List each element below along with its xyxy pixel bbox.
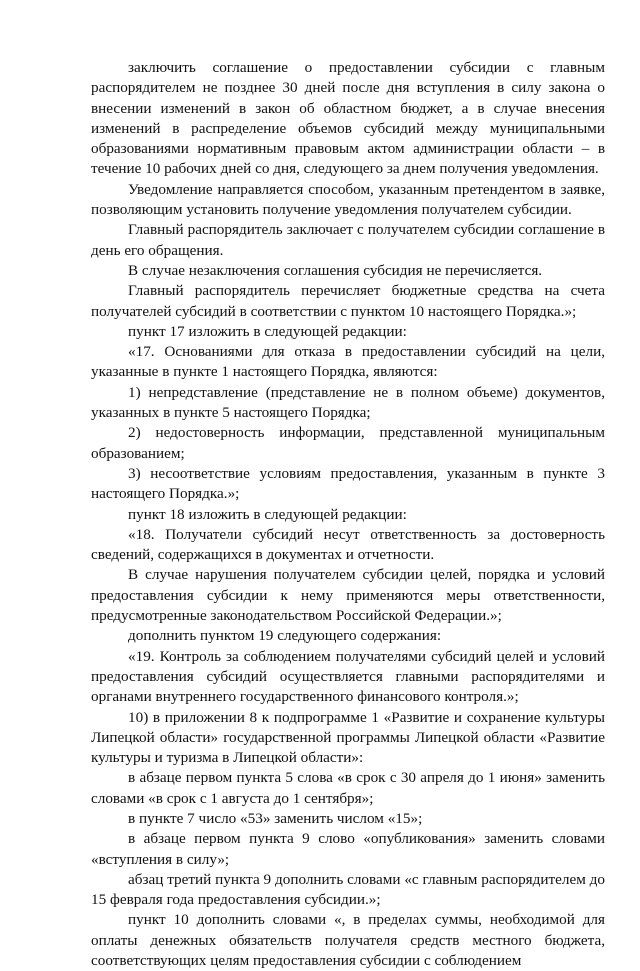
paragraph: «18. Получатели субсидий несут ответственность за достоверность сведений, содержащихся в документах и отчетности.	[91, 525, 605, 564]
paragraph: Главный распорядитель заключает с получателем субсидии соглашение в день его обращения.	[91, 221, 605, 259]
paragraph: дополнить пунктом 19 следующего содержания:	[128, 627, 442, 645]
paragraph: Главный распорядитель перечисляет бюджетные средства на счета получателей субсидий в соответствии с пунктом 10 настоящего Порядка.»;	[91, 282, 605, 320]
paragraph: пункт 18 изложить в следующей редакции:	[128, 505, 407, 523]
paragraph: Уведомление направляется способом, указанным претендентом в заявке, позволяющим установить получение уведомления получателем субсидии.	[91, 180, 605, 219]
paragraph: В случае незаключения соглашения субсидия не перечисляется.	[128, 261, 543, 279]
paragraph: в абзаце первом пункта 5 слова «в срок с 30 апреля до 1 июня» заменить словами «в срок с 1 августа до 1 сентября»;	[91, 769, 605, 807]
paragraph: заключить соглашение о предоставлении субсидии с главным распорядителем не позднее 30 дней после дня вступления в силу закона о внесении изменений в закон об областном бюджет, а в случае внесения изменений в распределение объемов субсидий между муниципальными образованиями нормативным правовым актом администрации области – в течение 10 рабочих дней со дня, следующего за днем получения уведомления.	[91, 59, 605, 178]
paragraph: 3) несоответствие условиям предоставления, указанным в пункте 3 настоящего Порядка.»;	[91, 464, 605, 503]
paragraph: «17. Основаниями для отказа в предоставлении субсидий на цели, указанные в пункте 1 настоящего Порядка, являются:	[91, 343, 605, 381]
paragraph: абзац третий пункта 9 дополнить словами «с главным распорядителем до 15 февраля года предоставления субсидии.»;	[91, 870, 605, 909]
paragraph: 2) недостоверность информации, представленной муниципальным образованием;	[91, 424, 605, 462]
paragraph: 1) непредставление (представление не в полном объеме) документов, указанных в пункте 5 настоящего Порядка;	[91, 383, 605, 422]
paragraph: в абзаце первом пункта 9 слово «опубликования» заменить словами «вступления в силу»;	[91, 830, 605, 868]
paragraph: 10) в приложении 8 к подпрограмме 1 «Развитие и сохранение культуры Липецкой области» государственной программы Липецкой области «Развитие культуры и туризма в Липецкой области»:	[91, 708, 605, 767]
paragraph: в пункте 7 число «53» заменить числом «15»;	[128, 809, 423, 827]
document-body	[91, 58, 605, 971]
paragraph: пункт 10 дополнить словами «, в пределах суммы, необходимой для оплаты денежных обязательств получателя средств местного бюджета, соответствующих целям предоставления субсидии с соблюдением	[91, 911, 605, 970]
paragraph: «19. Контроль за соблюдением получателями субсидий целей и условий предоставления субсидий осуществляется главными распорядителями и органами внутреннего государственного финансового контроля.»;	[91, 647, 605, 706]
paragraph: пункт 17 изложить в следующей редакции:	[128, 322, 407, 340]
paragraph: В случае нарушения получателем субсидии целей, порядка и условий предоставления субсидии к нему применяются меры ответственности, предусмотренные законодательством Российской Федерации.»;	[91, 566, 605, 625]
